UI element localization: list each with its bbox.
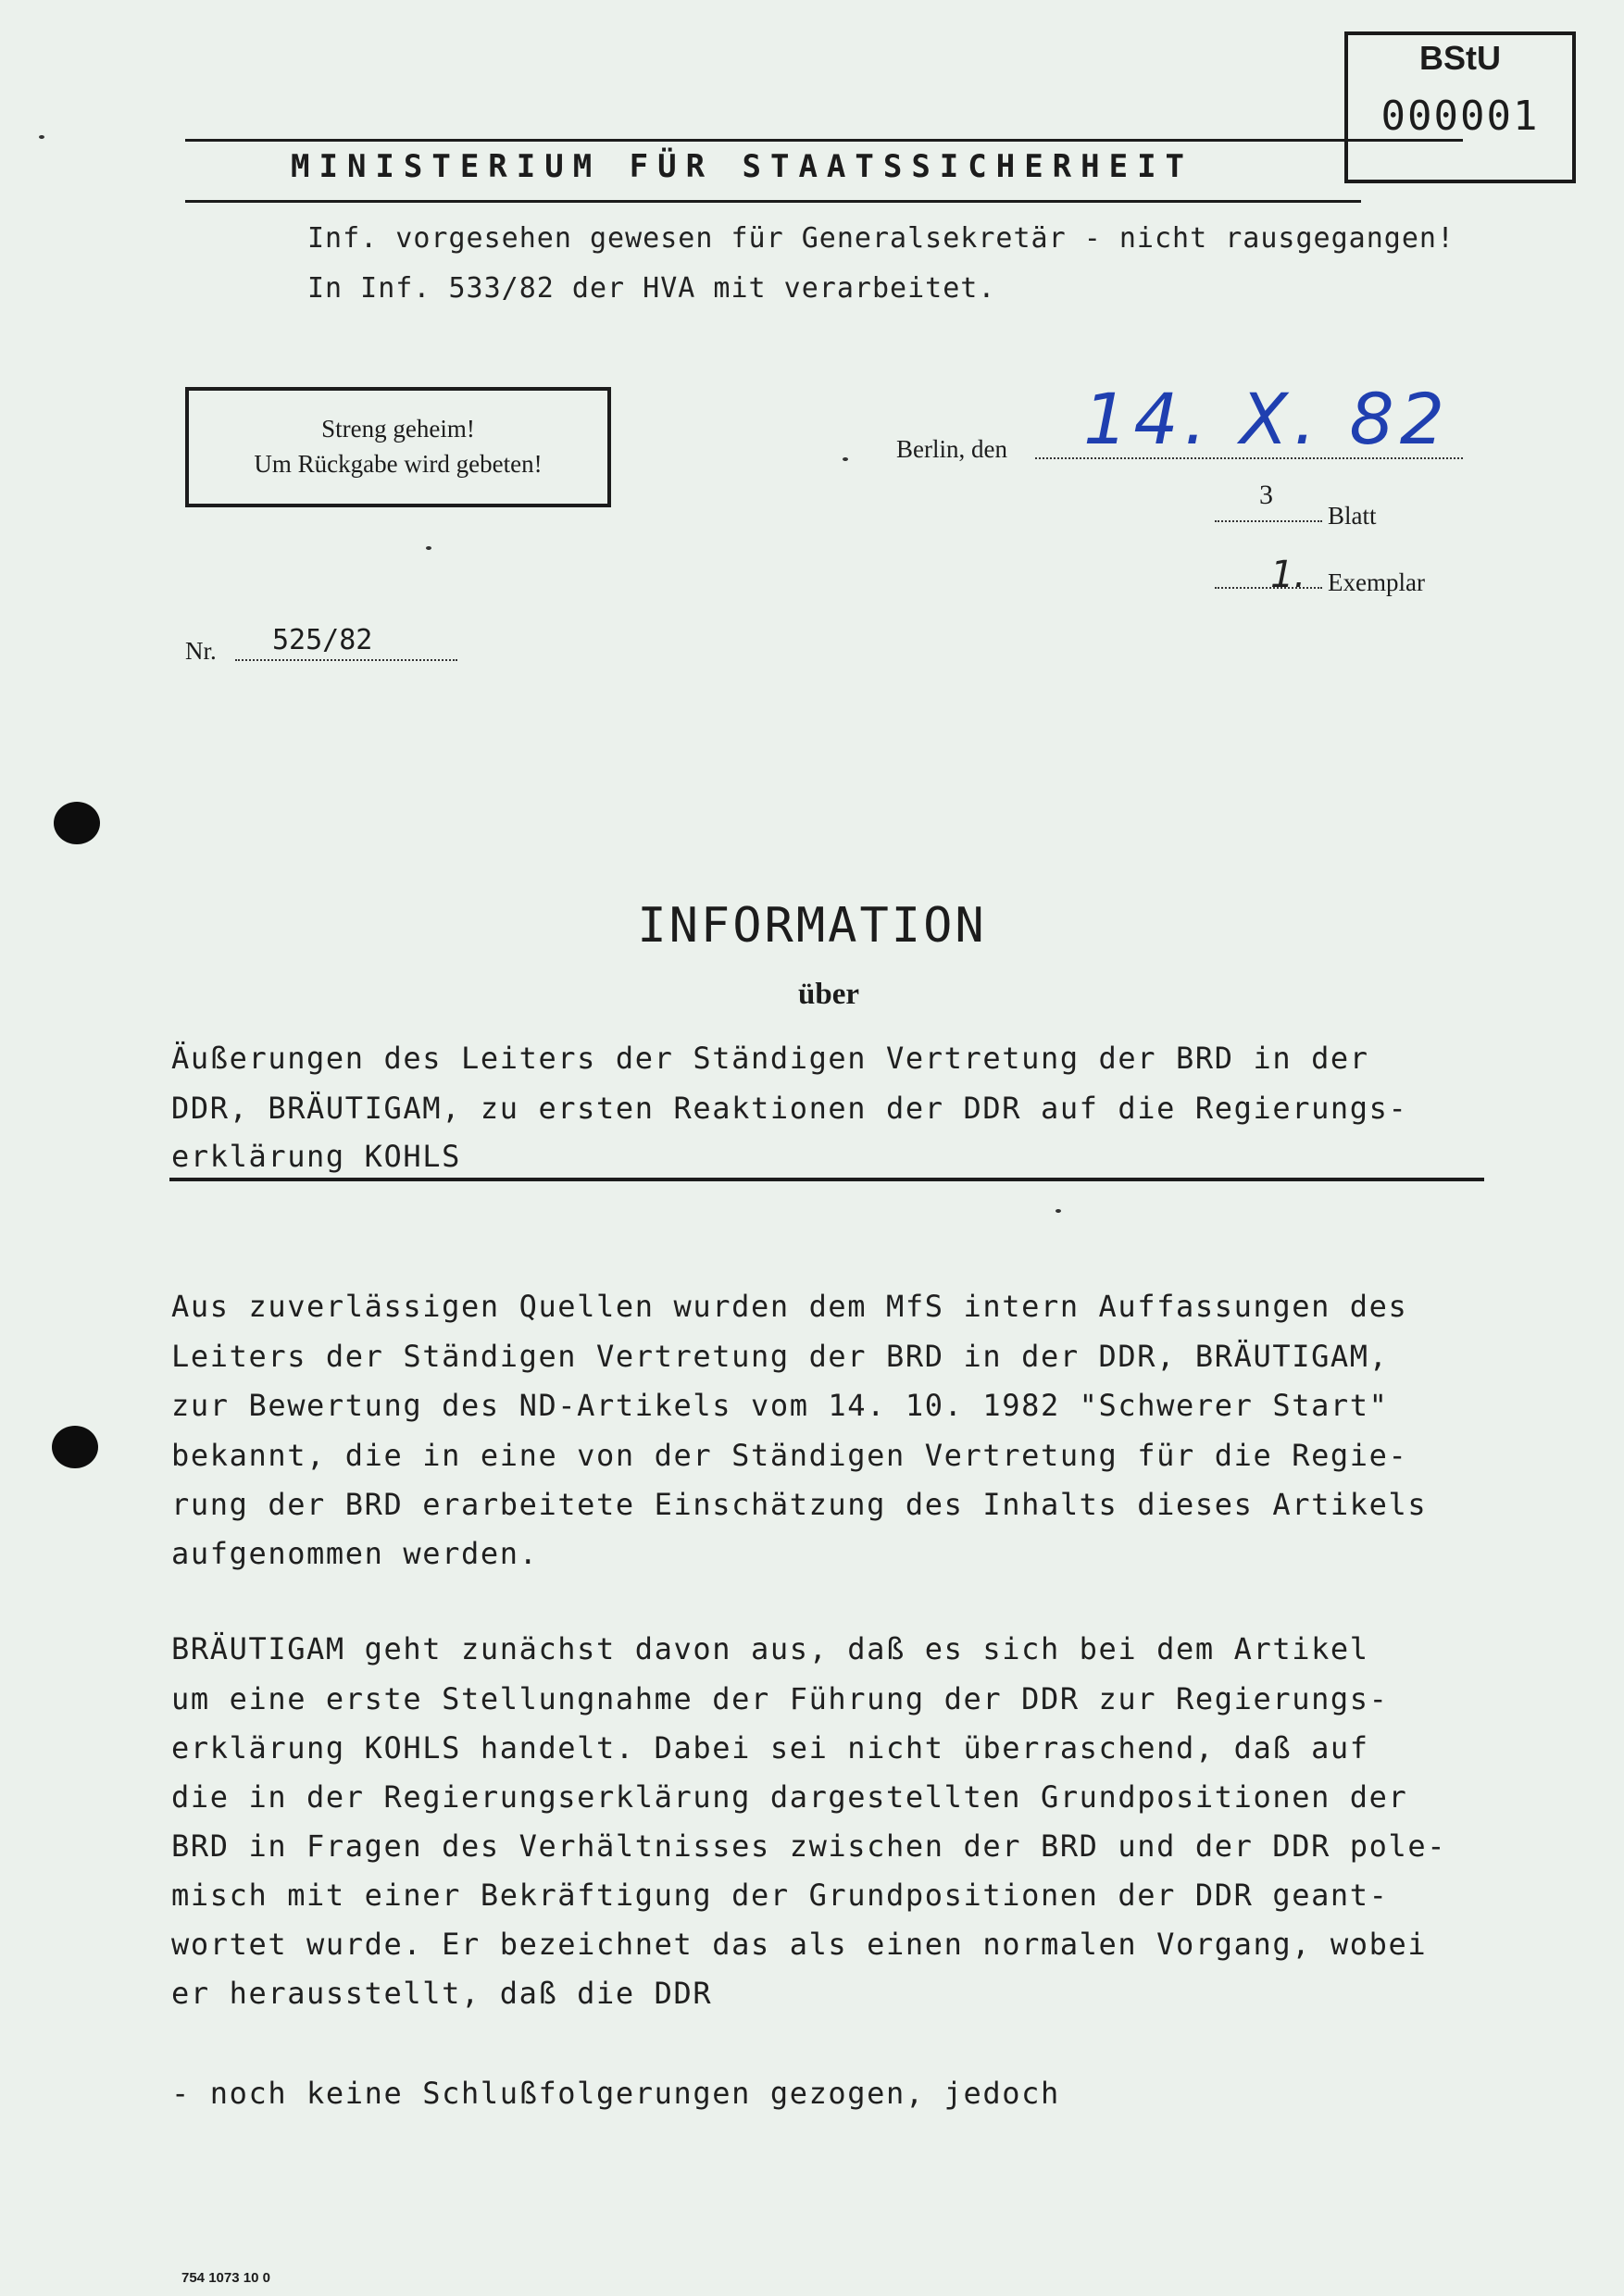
subject-line: erklärung KOHLS <box>171 1139 461 1174</box>
body-line: die in der Regierungserklärung dargestellten Grundpositionen der <box>171 1779 1408 1815</box>
classification-line-2: Um Rückgabe wird gebeten! <box>254 450 543 478</box>
document-subheading: über <box>798 978 859 1011</box>
number-dotted-line <box>235 659 457 661</box>
distribution-note-line-2: In Inf. 533/82 der HVA mit verarbeitet. <box>307 272 996 305</box>
body-line: erklärung KOHLS handelt. Dabei sei nicht überraschend, daß auf <box>171 1730 1369 1766</box>
punch-hole-lower <box>52 1426 98 1468</box>
subject-line: DDR, BRÄUTIGAM, zu ersten Reaktionen der DDR auf die Regierungs- <box>171 1091 1408 1126</box>
place-label: Berlin, den <box>896 435 1007 463</box>
bstu-label: BStU <box>1419 39 1501 77</box>
number-label: Nr. <box>185 637 217 665</box>
sheets-dotted-line <box>1215 520 1322 522</box>
sheets-label: Blatt <box>1328 502 1377 530</box>
body-line: Leiters der Ständigen Vertretung der BRD in der DDR, BRÄUTIGAM, <box>171 1339 1389 1374</box>
ministry-title: MINISTERIUM FÜR STAATSSICHERHEIT <box>291 148 1194 185</box>
form-code: 754 1073 10 0 <box>181 2270 270 2286</box>
distribution-note-line-1: Inf. vorgesehen gewesen für Generalsekretär - nicht rausgegangen! <box>307 222 1455 255</box>
subject-line: Äußerungen des Leiters der Ständigen Vertretung der BRD in der <box>171 1041 1369 1076</box>
paper-speck <box>1056 1209 1061 1213</box>
body-line: rung der BRD erarbeitete Einschätzung des Inhalts dieses Artikels <box>171 1487 1428 1522</box>
classification-stamp <box>185 387 611 507</box>
paper-speck <box>426 546 431 550</box>
body-line: um eine erste Stellungnahme der Führung der DDR zur Regierungs- <box>171 1681 1389 1716</box>
copy-value: 1. <box>1270 554 1306 596</box>
classification-line-1: Streng geheim! <box>321 415 475 443</box>
body-line: BRÄUTIGAM geht zunächst davon aus, daß es sich bei dem Artikel <box>171 1631 1369 1666</box>
bstu-archive-stamp <box>1344 31 1576 183</box>
bstu-page-number: 000001 <box>1380 93 1540 140</box>
header-top-rule <box>185 139 1463 142</box>
paper-speck <box>39 135 44 139</box>
document-heading: INFORMATION <box>637 898 987 954</box>
handwritten-date: 14. X. 82 <box>1083 378 1451 460</box>
punch-hole-upper <box>54 802 100 844</box>
paper-speck <box>843 457 848 461</box>
body-line: aufgenommen werden. <box>171 1536 539 1571</box>
body-line: Aus zuverlässigen Quellen wurden dem MfS intern Auffassungen des <box>171 1289 1408 1324</box>
sheets-value: 3 <box>1259 480 1273 510</box>
document-number: 525/82 <box>272 624 373 656</box>
header-bottom-rule <box>185 200 1361 203</box>
body-line: zur Bewertung des ND-Artikels vom 14. 10. 1982 "Schwerer Start" <box>171 1388 1389 1423</box>
body-line: bekannt, die in eine von der Ständigen Vertretung für die Regie- <box>171 1438 1408 1473</box>
copy-label: Exemplar <box>1328 568 1425 596</box>
copy-dotted-line <box>1215 587 1322 589</box>
body-line: misch mit einer Bekräftigung der Grundpositionen der DDR geant- <box>171 1878 1389 1913</box>
subject-underline <box>169 1178 1484 1181</box>
body-line: wortet wurde. Er bezeichnet das als einen normalen Vorgang, wobei <box>171 1927 1428 1962</box>
bullet-line: - noch keine Schlußfolgerungen gezogen, jedoch <box>171 2076 1060 2111</box>
body-line: BRD in Fragen des Verhältnisses zwischen der BRD und der DDR pole- <box>171 1828 1447 1864</box>
body-line: er herausstellt, daß die DDR <box>171 1976 713 2011</box>
